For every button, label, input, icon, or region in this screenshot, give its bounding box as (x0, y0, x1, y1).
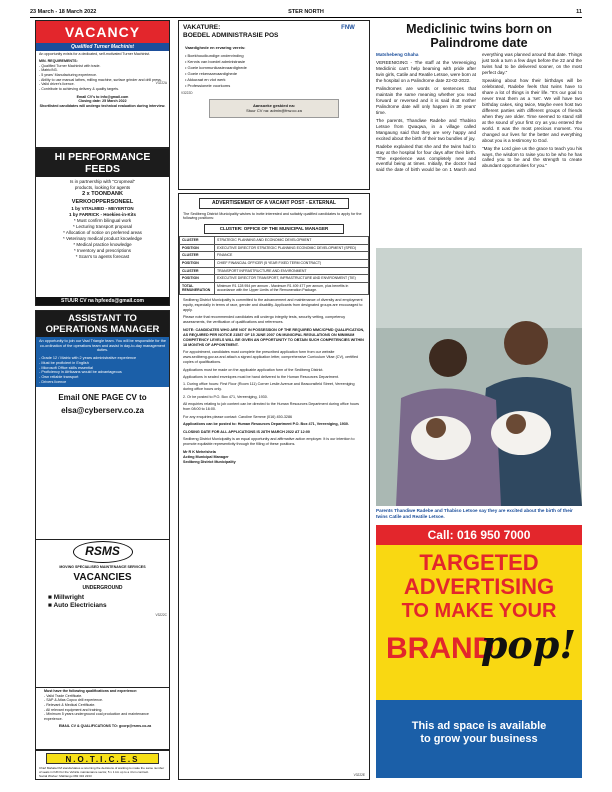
classifieds-column-left (35, 20, 170, 780)
rsms-ad-requirements (35, 688, 170, 750)
promo-line2: ADVERTISING (403, 574, 555, 599)
table-cell-label: CLUSTER (180, 237, 215, 245)
boedel-req: • Akkuraat en vlot werk (185, 77, 226, 83)
table-cell-label: CLUSTER (180, 267, 215, 275)
boedel-ad (178, 20, 370, 190)
rsms-req: - Valid Trade Certificate. (44, 693, 83, 698)
rsms-req: - All relevant equipment and training. (44, 707, 103, 712)
hp-feeds-bullet: * Lecturing transport proposal (72, 224, 133, 230)
table-cell-value: STRATEGIC PLANNING AND ECONOMIC DEVELOPMENT (215, 237, 369, 245)
sedibeng-para: For any enquiries please contact: Caroline Semme (016) 450-3286 (183, 414, 293, 419)
assistant-email: elsa@cyberserv.co.za (61, 405, 144, 415)
rsms-underground: UNDERGROUND (82, 584, 123, 591)
boedel-req-heading: Vaardighede en ervaring vereis: (185, 45, 246, 51)
hp-feeds-ad (35, 148, 170, 306)
rsms-req: - Relevant & Medical Certificate. (44, 703, 96, 708)
promo-line4: BRAND (386, 632, 495, 665)
table-cell-label: TOTAL REMUNERATION (180, 282, 215, 294)
sedibeng-para: 2. Or be posted to P.O. Box 471, Vereeniging, 1930. (183, 394, 268, 399)
vacancy-req: - Valid driver's licence. (39, 82, 75, 87)
ad-code: V3222E (353, 772, 365, 777)
page-number: 11 (576, 9, 582, 15)
article-paragraph: The parents, Thandiwe Radebe and Thabiso Letsoe from Qwaqwa, in a village called Mangaung said that they are very happy and excited about the birth of their two bundles of joy. (376, 117, 476, 141)
page-header (30, 8, 582, 18)
boedel-req: • Goeie rekenaarvaardighede (185, 71, 238, 77)
article-paragraph: "May the Lord give us the grace to teach you his ways, the wisdom to raise you to be who he has called you to be and the strength to create abundant opportunities for you." (482, 145, 582, 169)
signatory-title: Acting Municipal Manager (183, 454, 229, 459)
vacancy-req: - Ability to use manual lathes, milling machine, surface grinder and drill press. (39, 77, 162, 82)
issue-date: 23 March - 18 March 2022 (30, 9, 97, 15)
hp-feeds-sub2: products, looking for agents (74, 185, 131, 191)
ad-code: V3222C (155, 613, 167, 617)
hp-feeds-title: HI PERFORMANCE FEEDS (36, 149, 169, 177)
article-headline: Mediclinic twins born on Palindrome date (406, 22, 552, 50)
vacancy-closing: Closing date: 25 March 2022 (78, 99, 127, 104)
rsms-must: Must have the following qualifications and experience: (44, 689, 138, 693)
table-cell-label: POSITION (180, 275, 215, 283)
sedibeng-table (179, 236, 369, 294)
sedibeng-para: Sedibeng District Municipality is an equal opportunity and affirmative action employer. It is our intention to promote equitable representivity through the filling of these positions. (183, 437, 355, 447)
table-row (180, 237, 369, 245)
ad-code: V3222D (181, 91, 193, 95)
assistant-req: - Grade 12 / Matric with 2 years administrative experience (39, 356, 137, 361)
rsms-req: - Minimum 5 years underground coal production and maintenance experience. (44, 712, 149, 722)
table-cell-value: CHIEF FINANCIAL OFFICER (5 YEAR FIXED TERM CONTRACT) (215, 259, 369, 267)
article-paragraph: Speaking about how their birthdays will be celebrated, Radebe feels that twins have to share a lot of things in their life. "It's our goal to never treat them as a 'set'. We will have two birthday cakes, sing twice, Maybe even host two different parties with different groups of friends when they are older. Time seemed to stand still at the sound of your first cry as you entered the world. It was the most precious moment. You changed our lives for the better and everything about you is a testimony to God. (482, 77, 582, 143)
paper-name: STER NORTH (288, 9, 324, 15)
table-row (180, 275, 369, 283)
vacancy-note: Shortlisted candidates will undergo technical evaluation during interview. (39, 103, 166, 108)
boedel-req: • Professionele voorkoms (185, 83, 231, 89)
rsms-logo: RSMS (73, 541, 133, 563)
assistant-intro: An opportunity to join our Vaal Triangle team. You will be responsible for the co-ordination of the operations team and assist in day-to-day management duties. (36, 337, 169, 355)
news-column (376, 20, 582, 780)
promo-yellow-panel (376, 545, 582, 700)
notices-text: Chief Mahala FM stands/status a returning the decisions of wanting to make the same number of seats in KZN for the Vehicle maintenance sector, 5 x 1 km up to a 4 km contract. (39, 766, 165, 774)
rsms-ad (35, 383, 170, 688)
rsms-item: ■ Auto Electricians (48, 602, 107, 610)
hp-feeds-bullet: * Inventory and prescriptions (73, 248, 132, 254)
sedibeng-para: Applications in sealed envelopes must be hand delivered to the Human Resources Department. (183, 374, 339, 379)
vacancy-req: - Matric/N3. (39, 68, 58, 73)
rsms-vacancies: VACANCIES (73, 572, 132, 584)
promo-line1: TARGETED (419, 550, 539, 575)
assistant-req: - Must be proficient in English (39, 360, 89, 365)
sedibeng-para: For appointment, candidates must complete the prescribed application form from our website www.sedibeng.gov.za and attach a signed application letter, comprehensive Curriculum Vitae (CV), certified copies of qualifications. (183, 350, 359, 365)
notices-title: N.O.T.I.C.E.S (46, 753, 159, 764)
classifieds-column-middle (178, 20, 370, 780)
table-cell-value: EXECUTIVE DIRECTOR STRATEGIC PLANNING ECONOMIC DEVELOPMENT (SPED) (215, 244, 369, 252)
hp-feeds-bullet: * Allocation of notice on preferred areas (63, 230, 142, 236)
boedel-req: • Kennis van boedel administrasie (185, 59, 246, 65)
table-cell-label: POSITION (180, 244, 215, 252)
sedibeng-title: ADVERTISEMENT OF A VACANT POST - EXTERNAL (199, 198, 349, 209)
boedel-req: • Boekhoudkundige ondervinding (185, 53, 244, 59)
boedel-title2: BOEDEL ADMINISTRASIE POS (183, 32, 279, 40)
hp-feeds-email: STUUR CV na hpfeeds@gmail.com (36, 297, 169, 305)
boedel-contact-label: Aansoeke geskied na: (252, 103, 296, 109)
rsms-tagline: MOVING SPECIALISED MAINTENANCE SERVICES (59, 565, 146, 569)
notices-contact: Social Worker: Mahlangu 082 332 2233 (39, 773, 92, 778)
table-cell-value: TRANSPORT INFRASTRUCTURE AND ENVIRONMENT (215, 267, 369, 275)
promo-line3: TO MAKE YOUR (401, 600, 557, 622)
assistant-title: ASSISTANT TO OPERATIONS MANAGER (36, 311, 169, 337)
sedibeng-ad (178, 193, 370, 780)
sedibeng-para: CLOSING DATE FOR ALL APPLICATIONS IS 28TH MARCH 2022 AT 12:00 (183, 429, 310, 434)
table-cell-value: FINANCE (215, 252, 369, 260)
table-row (180, 267, 369, 275)
article-body (376, 52, 582, 247)
boedel-title1: VAKATURE: (183, 24, 221, 31)
photo-caption: Parents Thandiwe Radebe and Thabiso Letsoe say they are excited about the birth of their twins Catile and Reatile Letsoe. (376, 508, 573, 519)
table-row (180, 252, 369, 260)
table-cell-label: CLUSTER (180, 252, 215, 260)
boedel-logo: FNW (341, 25, 355, 31)
promo-phone: Call: 016 950 7000 (376, 525, 582, 545)
hp-feeds-area4: 1 by FARRICK - Hoekies-in-Kits (68, 212, 136, 218)
vacancy-apply: Email CV's to info@gmail.com (76, 94, 129, 99)
article-byline: Matshebeng Ghaha (376, 52, 419, 57)
boedel-req: • Goeie kommunikasievaardighede (185, 65, 247, 71)
vacancy-req-heading: MIN. REQUIREMENTS: (39, 58, 78, 63)
hp-feeds-bullet: * Veterinary medical product knowledge (62, 236, 143, 242)
promo-line6: to grow your business (420, 733, 538, 745)
promo-pop: pop! (480, 622, 576, 667)
table-cell-value: EXECUTIVE DIRECTOR TRANSPORT, INFRASTRUCTURE AND ENVIRONMENT (TIE) (215, 275, 369, 283)
vacancy-intro: An opportunity exists for a dedicated, self-motivated Turner Machinist. (39, 52, 151, 57)
hp-feeds-sub: Is in partnership with "Cropmeal" (69, 179, 136, 184)
table-row (180, 282, 369, 294)
sedibeng-cluster: CLUSTER: OFFICE OF THE MUNICIPAL MANAGER (204, 224, 344, 234)
parents-with-twins-image (376, 248, 582, 506)
vacancy-req: - 5 years' Manufacturing experience. (39, 72, 98, 77)
table-cell-value: Minimum R1 128 954 per annum - Maximum R1 409 477 per annum, plus benefits in accordance with the Upper Limits of the Remuneration Package. (215, 282, 369, 294)
assistant-req: - Proficiency in Afrikaans would be advantageous (39, 370, 122, 375)
promo-blue-panel (376, 700, 582, 778)
notices-ad (35, 750, 170, 780)
article-paragraph: Palindromes are words or sentences that maintain the same meaning whether you read forward or reversed and it is said that mother Palindrome date will only happen in 30 years' time. (376, 85, 476, 115)
vacancy-subtitle: Qualified Turner Machinist (36, 43, 169, 51)
vacancy-banner: VACANCY (36, 21, 169, 43)
sedibeng-para: Applications can be posted to: Human Resources Department P.O. Box 471, Vereeniging, 1930. (183, 422, 349, 427)
signatory-org: Sedibeng District Municipality (183, 459, 236, 464)
assistant-req: - Microsoft Office skills essential (39, 365, 93, 370)
signatory-name: Mr R K Mehelshela (183, 449, 216, 454)
rsms-item: ■ Millwright (48, 594, 85, 602)
hp-feeds-bullet: * Must confirm bilingual work (73, 218, 132, 224)
hp-feeds-area2: VERKOOPPERSONEEL (71, 198, 134, 205)
assistant-email-label: Email ONE PAGE CV to (58, 392, 147, 402)
rsms-email: EMAIL CV & QUALIFICATIONS TO: gcorp@rsms.co.za (58, 723, 152, 728)
table-row (180, 244, 369, 252)
promo-ad (376, 525, 582, 780)
vacancy-ad (35, 20, 170, 148)
sedibeng-para: NOTE: CANDIDATES WHO ARE NOT IN POSSESSION OF THE REQUIRED MMC/CPMD QUALIFICATION, AS REQUIRED PER NOTICE 21587 OF 15 JUNE 2007 ON MUNICIPAL REGULATIONS ON MINIMUM COMPETENCY LEVELS WILL BE GIVEN AN OPPORTUNITY TO OBTAIN SUCH COMPETENCIES WITHIN 18 MONTHS OF APPOINTMENT. (183, 327, 365, 347)
table-row (180, 259, 369, 267)
article-paragraph: VEREENIGING - The staff at the Vereeniging Mediclinic can't help beaming with pride after twin girls, Catile and Reatile Letsoe, were born at the hospital on a Palindrome date 22-02-2022. (376, 59, 476, 83)
rsms-req: - SAP & Atlas Copco drill experience. (44, 698, 104, 703)
assistant-req: - Drivers licence (39, 379, 67, 384)
assistant-req: - Own reliable transport (39, 375, 79, 380)
article-paragraph: Radebe explained that she and the twins had to stay at the hospital for four days after their birth. "The experience was completely new and eventful being at times. Initially, the doctor had said the date of birth would be on 1 March and everything was planned around that date. Things just took a turn a few days before the 22 and the twins had to be delivered sooner, on the most perfect day." (376, 52, 582, 173)
sedibeng-para: Sedibeng District Municipality is committed to the advancement and maintenance of diversity and employment equity, especially in terms of race, gender and disability. Applicants from designated groups are encouraged to apply. (183, 297, 363, 312)
promo-line5: This ad space is available (411, 720, 547, 732)
boedel-contact: Stuur CV na: admin@fnw.co.za (246, 108, 302, 114)
sedibeng-para: Please note that recommended candidates will undergo integrity tests, security vetting, competency assessments, the verification of qualifications and references. (183, 315, 346, 325)
sedibeng-para: All enquiries relating to job content can be directed to the Human Resources Department during office hours from 08:00 to 16:00. (183, 402, 360, 412)
hp-feeds-area: 2 x TOONDANK (82, 191, 123, 198)
vacancy-req: - Contribute to achieving delivery & quality targets. (39, 86, 120, 91)
hp-feeds-area3: 1 by VITALMED - MEYERTON (71, 205, 134, 211)
ad-code: V3222A (155, 81, 167, 85)
table-cell-label: POSITION (180, 259, 215, 267)
sedibeng-intro: The Sedibeng District Municipality wishes to invite interested and suitably qualified candidates to apply for the following positions: (183, 211, 362, 221)
hp-feeds-bullet: * Scan's to agents forecast (75, 254, 130, 260)
sedibeng-para: 1. During office hours: First Floor (Room 111) Corner Leslie Avenue and Beaconsfield Street, Vereeniging during office hours only. (183, 382, 355, 392)
vacancy-req: - Qualified Turner Machinist with trade. (39, 63, 101, 68)
article-photo (376, 248, 582, 506)
hp-feeds-bullet: * Medical practice knowledge (73, 242, 132, 248)
sedibeng-para: Applications must be made on the applicable application form of the Sedibeng District. (183, 367, 324, 372)
